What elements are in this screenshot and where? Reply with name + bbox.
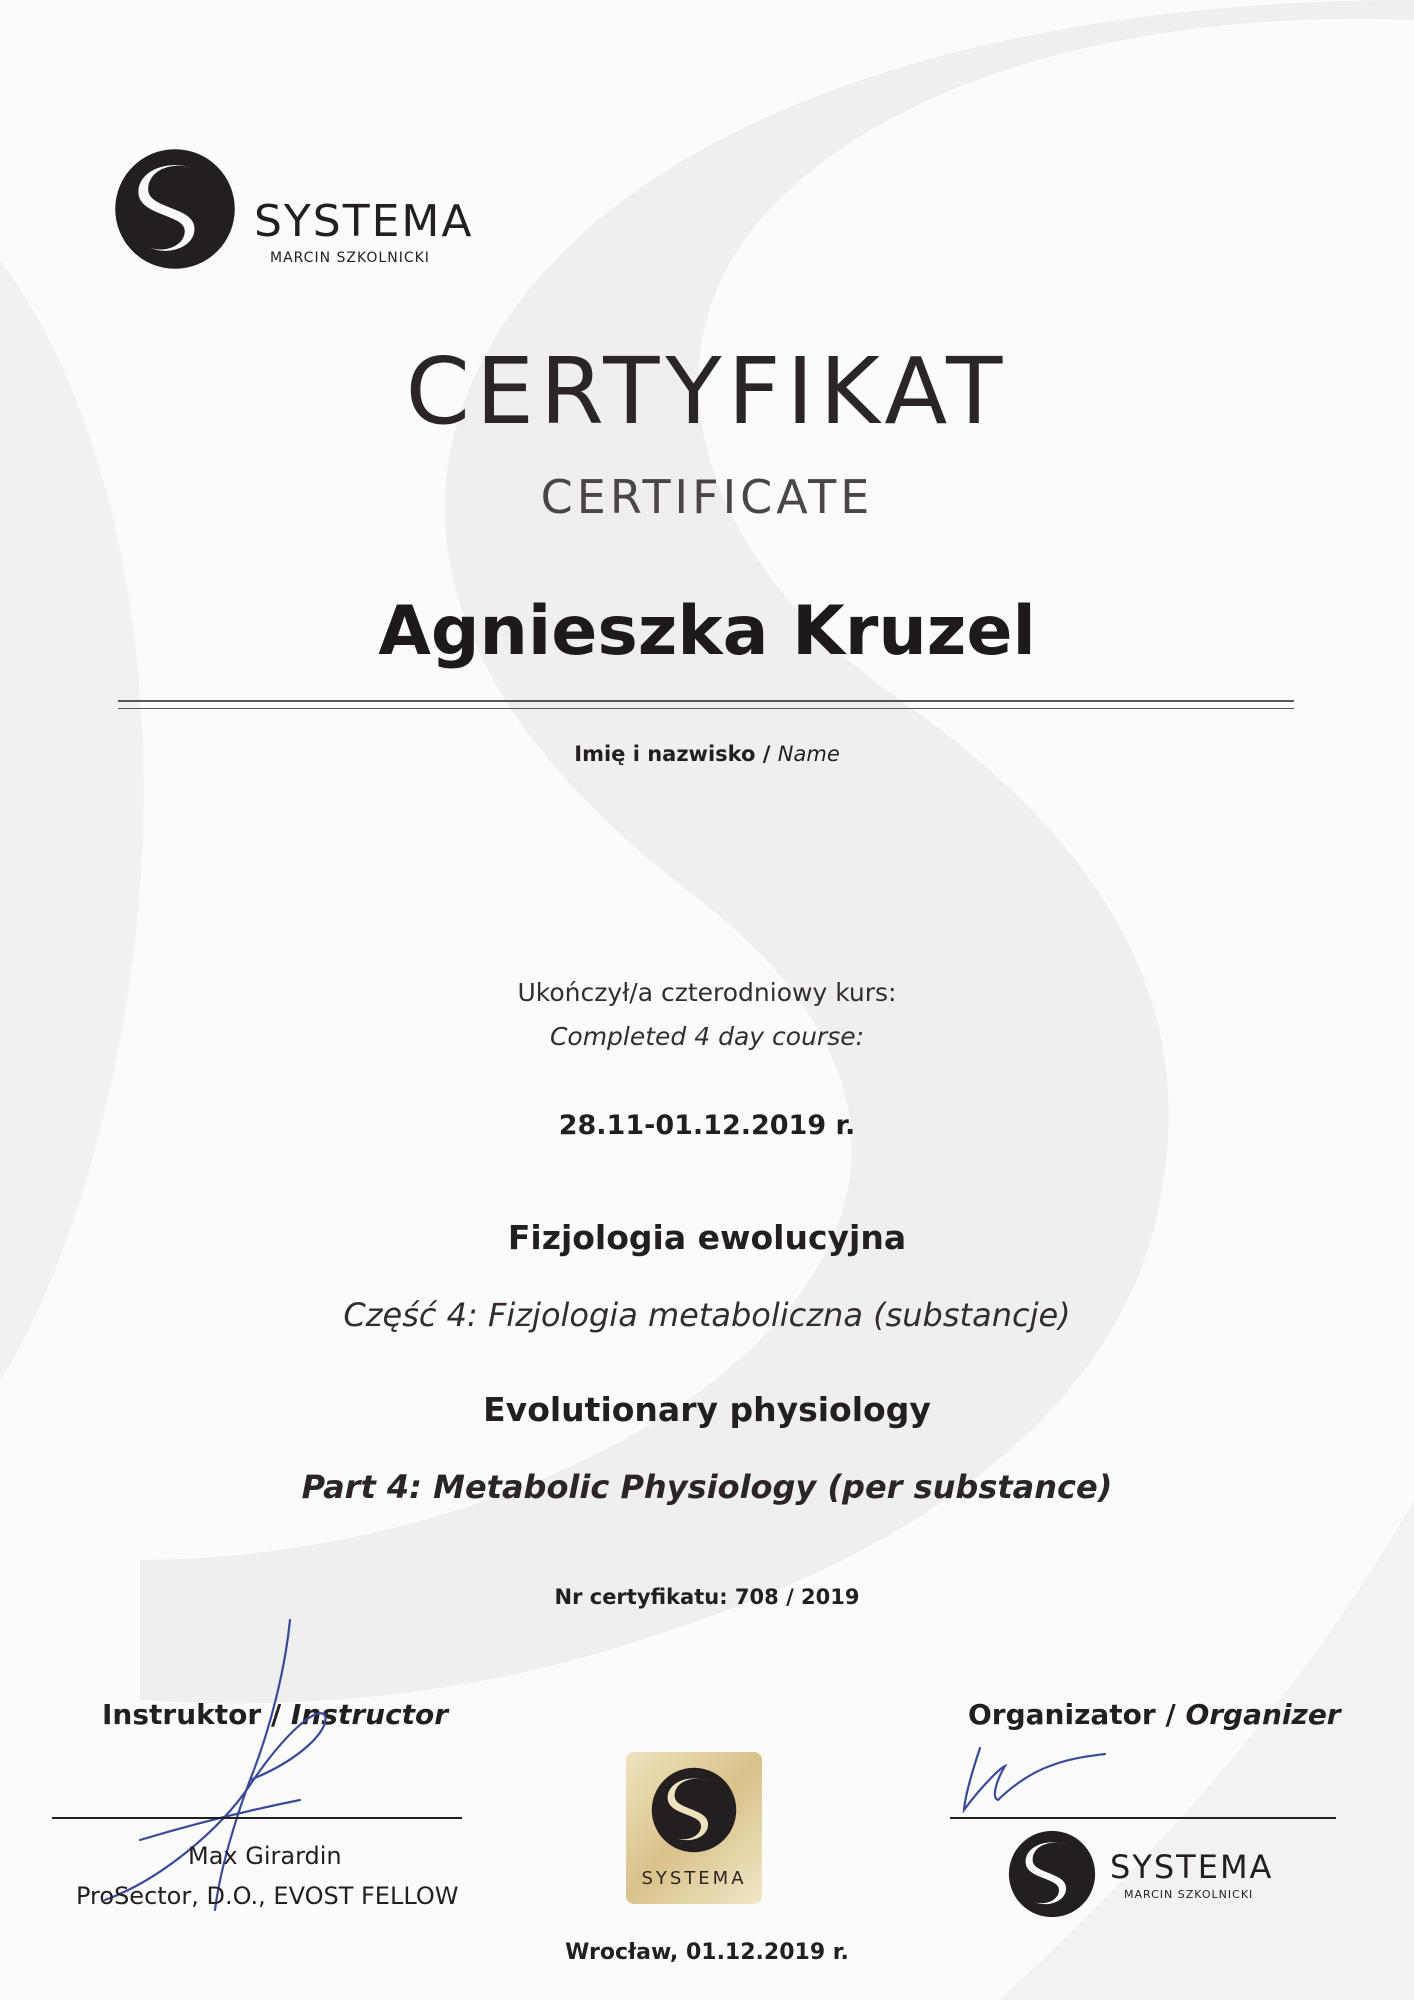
seal-s-icon [650,1766,738,1854]
instructor-credentials: ProSector, D.O., EVOST FELLOW [76,1882,459,1910]
instructor-signature-line [52,1817,462,1819]
header-logo-subline: MARCIN SZKOLNICKI [270,250,430,266]
organizer-role-pl: Organizator / [968,1698,1176,1731]
place-and-date: Wrocław, 01.12.2019 r. [565,1940,849,1965]
certificate-number: Nr certyfikatu: 708 / 2019 [554,1585,860,1609]
instructor-role-en: Instructor [290,1698,449,1731]
name-label-pl: Imię i nazwisko / [574,742,771,766]
course-part-pl: Część 4: Fizjologia metaboliczna (substancje) [343,1296,1071,1334]
completed-course-pl: Ukończył/a czterodniowy kurs: [517,978,897,1007]
course-title-pl: Fizjologia ewolucyjna [507,1218,907,1257]
instructor-role-pl: Instruktor / [102,1698,282,1731]
organizer-signature-line [950,1817,1336,1819]
certificate-title: CERTYFIKAT [405,338,1009,445]
instructor-name: Max Girardin [188,1842,342,1870]
organizer-signature [950,1738,1110,1818]
footer-systema-logo-icon [1008,1830,1096,1918]
completed-course-en: Completed 4 day course: [549,1022,865,1051]
name-underline [118,700,1294,702]
course-title-en: Evolutionary physiology [483,1390,931,1429]
name-label-en: Name [777,742,840,766]
name-label [0,742,1414,766]
certificate-subtitle: CERTIFICATE [540,470,874,524]
seal-wordmark: SYSTEMA [641,1868,747,1889]
footer-logo-subline: MARCIN SZKOLNICKI [1124,1888,1254,1901]
recipient-name: Agnieszka Kruzel [378,592,1036,671]
course-part-en: Part 4: Metabolic Physiology (per substance) [301,1468,1113,1506]
organizer-role-en: Organizer [1185,1698,1341,1731]
header-logo-wordmark: SYSTEMA [254,196,474,247]
course-dates: 28.11-01.12.2019 r. [558,1110,856,1141]
systema-s-logo-icon [114,148,236,270]
organizer-role [968,1698,1341,1731]
footer-logo-wordmark: SYSTEMA [1110,1848,1274,1886]
name-underline-second [118,708,1294,709]
